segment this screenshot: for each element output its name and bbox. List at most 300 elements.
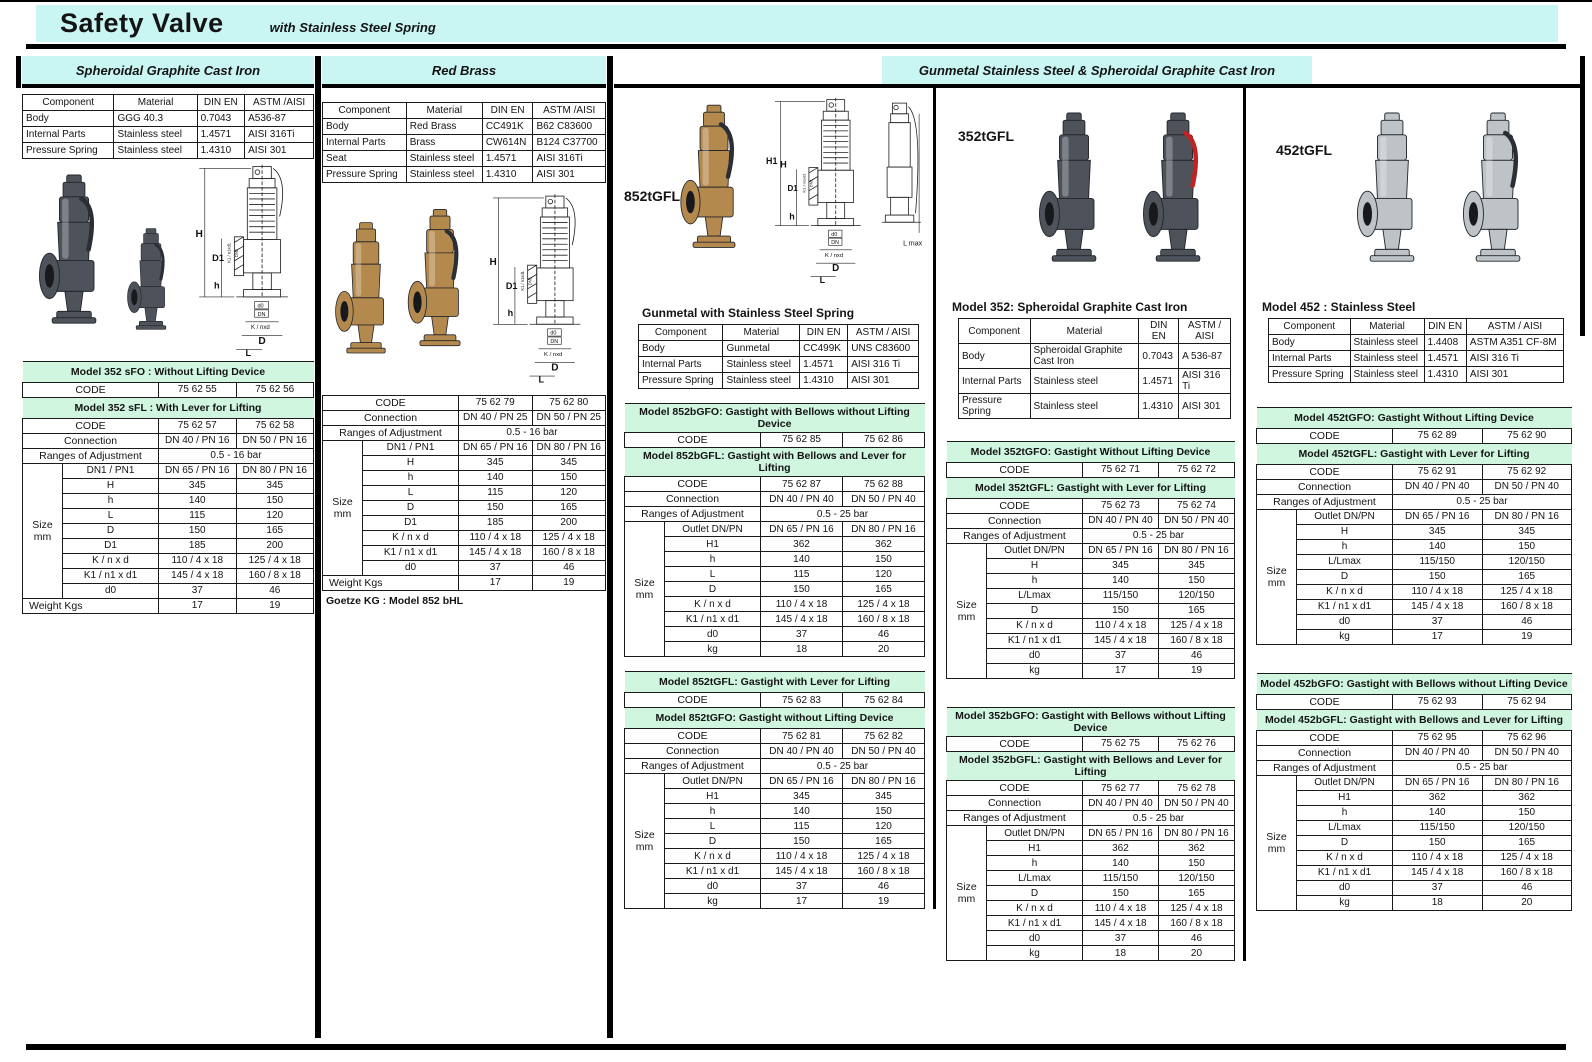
table-cell: Seat xyxy=(323,151,407,167)
table-row xyxy=(625,522,925,537)
value-cell: 160 / 8 x 18 xyxy=(532,546,606,561)
row-label: kg xyxy=(665,642,761,657)
value-cell: DN 80 / PN 16 xyxy=(1482,510,1572,525)
table-cell: Spheroidal Graphite Cast Iron xyxy=(1030,344,1139,369)
value-cell: DN 50 / PN 40 xyxy=(1482,480,1572,495)
table-row xyxy=(23,584,314,599)
table-row xyxy=(1257,836,1572,851)
code-label: CODE xyxy=(625,477,761,492)
code-value: 75 62 85 xyxy=(761,433,843,448)
table-cell: Stainless steel xyxy=(723,357,800,373)
row-label: L/Lmax xyxy=(1297,821,1393,836)
value-cell: DN 50 / PN 40 xyxy=(1159,514,1235,529)
value-cell: 46 xyxy=(1158,931,1234,946)
value-cell: 150 xyxy=(1083,886,1159,901)
value-cell: 37 xyxy=(159,584,237,599)
row-label: Connection xyxy=(1257,746,1393,761)
column-header: DIN EN xyxy=(1139,319,1179,344)
row-label: Connection xyxy=(625,492,761,507)
table-row xyxy=(23,494,314,509)
table-row xyxy=(1257,570,1572,585)
table-cell: Internal Parts xyxy=(23,127,114,143)
table-row xyxy=(1257,746,1572,761)
divider xyxy=(315,56,321,1038)
value-cell: 165 xyxy=(236,524,314,539)
row-label: L xyxy=(363,486,459,501)
code-value: 75 62 96 xyxy=(1482,731,1572,746)
row-label: H1 xyxy=(1297,791,1393,806)
table-cell: AISI 316 Ti xyxy=(1179,369,1231,394)
row-label: H xyxy=(987,559,1083,574)
code-label: CODE xyxy=(947,781,1083,796)
row-label: K1 / n1 x d1 xyxy=(1297,600,1393,615)
value-cell: DN 50 / PN 40 xyxy=(843,492,925,507)
top-border xyxy=(0,0,1592,2)
row-label: d0 xyxy=(1297,881,1393,896)
code-value: 75 62 89 xyxy=(1393,429,1483,444)
row-label: Outlet DN/PN xyxy=(987,826,1083,841)
photo-label-852: 852tGFL xyxy=(624,188,681,204)
table-cell: AISI 301 xyxy=(1466,367,1563,383)
value-cell: 145 / 4 x 18 xyxy=(1393,866,1483,881)
row-label: Ranges of Adjustment xyxy=(625,759,761,774)
table-row xyxy=(323,396,606,411)
column-header: Material xyxy=(1350,319,1424,335)
value-cell: 140 xyxy=(1393,540,1483,555)
model-banner: Model 352bGFO: Gastight with Bellows without Lifting Device xyxy=(947,708,1235,737)
table-row xyxy=(323,151,606,167)
component-table-wrap xyxy=(322,102,606,183)
value-cell: 150 xyxy=(843,552,925,567)
table-row xyxy=(323,167,606,183)
value-cell: 362 xyxy=(1083,841,1159,856)
column-header: Material xyxy=(1030,319,1139,344)
column-header: ASTM / AISI xyxy=(848,325,919,341)
row-label: kg xyxy=(1297,896,1393,911)
size-caption: Size mm xyxy=(323,441,363,576)
spec-table-wrap xyxy=(946,707,1235,961)
dim-h1: H1 xyxy=(766,155,778,166)
value-cell: 140 xyxy=(1083,856,1159,871)
divider xyxy=(22,84,314,88)
dim-dn1: DN1 xyxy=(527,277,533,286)
table-row xyxy=(947,589,1235,604)
value-cell: 46 xyxy=(1482,615,1572,630)
photo-label-452: 452tGFL xyxy=(1276,142,1333,158)
row-label: Weight Kgs xyxy=(323,576,459,591)
value-cell: 200 xyxy=(532,516,606,531)
value-cell: 20 xyxy=(1482,896,1572,911)
dim-knxd: K / nxd xyxy=(251,325,270,332)
code-value: 75 62 57 xyxy=(159,419,237,434)
table-cell: 1.4408 xyxy=(1424,335,1466,351)
dim-knxd: K / nxd xyxy=(825,252,844,259)
table-row xyxy=(23,95,314,111)
row-label: L/Lmax xyxy=(987,871,1083,886)
value-cell: 125 / 4 x 18 xyxy=(843,849,925,864)
value-cell: 110 / 4 x 18 xyxy=(761,849,843,864)
value-cell: DN 80 / PN 16 xyxy=(1159,544,1235,559)
table-cell: Internal Parts xyxy=(639,357,723,373)
figure-cast-iron xyxy=(22,159,314,361)
value-cell: 150 xyxy=(1159,574,1235,589)
value-cell: DN 65 / PN 16 xyxy=(159,464,237,479)
value-cell: 345 xyxy=(843,789,925,804)
row-label: D xyxy=(665,582,761,597)
table-row xyxy=(23,539,314,554)
value-cell: 165 xyxy=(1482,836,1572,851)
section-header-red-brass: Red Brass xyxy=(322,56,606,84)
table-row xyxy=(323,531,606,546)
value-cell: 185 xyxy=(459,516,533,531)
column-header: Material xyxy=(406,103,482,119)
table-cell: AISI 301 xyxy=(533,167,606,183)
value-cell: 345 xyxy=(159,479,237,494)
table-cell: 1.4310 xyxy=(197,143,245,159)
value-cell: 120 xyxy=(843,567,925,582)
column-header: Component xyxy=(323,103,407,119)
row-label: d0 xyxy=(63,584,159,599)
table-row xyxy=(625,729,925,744)
table-row xyxy=(625,612,925,627)
table-cell: Stainless steel xyxy=(1350,335,1424,351)
table-row xyxy=(625,864,925,879)
table-row xyxy=(947,796,1235,811)
value-cell: DN 50 / PN 40 xyxy=(1482,746,1572,761)
value-cell: 125 / 4 x 18 xyxy=(1159,619,1235,634)
value-cell: 362 xyxy=(1393,791,1483,806)
figure-352 xyxy=(946,90,1235,298)
row-label: H1 xyxy=(665,789,761,804)
row-label: h xyxy=(1297,540,1393,555)
table-row xyxy=(23,398,314,419)
divider xyxy=(322,84,606,88)
code-label: CODE xyxy=(1257,465,1393,480)
table-cell: 0.7043 xyxy=(197,111,245,127)
row-label: Ranges of Adjustment xyxy=(947,529,1083,544)
table-row xyxy=(1257,776,1572,791)
table-row xyxy=(625,642,925,657)
value-cell: 17 xyxy=(159,599,237,614)
row-label: K / n x d xyxy=(665,597,761,612)
table-row xyxy=(947,478,1235,499)
value-cell: DN 80 / PN 16 xyxy=(1158,826,1234,841)
dim-h: h xyxy=(214,280,220,291)
row-label: Ranges of Adjustment xyxy=(323,426,459,441)
row-label: D xyxy=(363,501,459,516)
table-row xyxy=(947,664,1235,679)
table-row xyxy=(947,544,1235,559)
table-cell: AISI 301 xyxy=(245,143,314,159)
value-cell: 46 xyxy=(1159,649,1235,664)
table-row xyxy=(1257,465,1572,480)
value-cell: 0.5 - 25 bar xyxy=(1083,811,1235,826)
table-cell: Stainless steel xyxy=(1350,367,1424,383)
code-label: CODE xyxy=(947,499,1083,514)
table-row xyxy=(1257,510,1572,525)
value-cell: 37 xyxy=(1083,649,1159,664)
photo-label-352: 352tGFL xyxy=(958,128,1015,144)
spec-table-wrap xyxy=(1256,673,1572,911)
table-row xyxy=(1269,367,1564,383)
row-label: Connection xyxy=(947,514,1083,529)
table-row xyxy=(23,449,314,464)
row-label: h xyxy=(363,471,459,486)
code-label: CODE xyxy=(23,419,159,434)
row-label: K / n x d xyxy=(987,619,1083,634)
value-cell: 17 xyxy=(459,576,533,591)
spec-table xyxy=(322,395,606,591)
value-cell: DN 65 / PN 16 xyxy=(1083,826,1159,841)
value-cell: 140 xyxy=(1083,574,1159,589)
dim-h-cap: H xyxy=(195,228,203,240)
row-label: K1 / n1 x d1 xyxy=(987,634,1083,649)
value-cell: 115/150 xyxy=(1083,871,1159,886)
value-cell: 165 xyxy=(1158,886,1234,901)
section-header-cast-iron: Spheroidal Graphite Cast Iron xyxy=(22,56,314,84)
table-cell: Stainless steel xyxy=(723,373,800,389)
column-header: Component xyxy=(959,319,1031,344)
spec-table xyxy=(624,403,925,657)
page-subtitle: with Stainless Steel Spring xyxy=(269,20,436,35)
size-caption: Size mm xyxy=(947,544,987,679)
table-row xyxy=(947,752,1235,781)
row-label: kg xyxy=(1297,630,1393,645)
row-label: h xyxy=(987,856,1083,871)
value-cell: 150 xyxy=(1158,856,1234,871)
table-row xyxy=(639,357,919,373)
value-cell: DN 40 / PN 40 xyxy=(1393,480,1483,495)
value-cell: 145 / 4 x 18 xyxy=(159,569,237,584)
value-cell: 46 xyxy=(236,584,314,599)
table-row xyxy=(1257,429,1572,444)
value-cell: 0.5 - 25 bar xyxy=(761,759,925,774)
table-row xyxy=(947,442,1235,463)
row-label: K / n x d xyxy=(665,849,761,864)
table-cell: Stainless steel xyxy=(1350,351,1424,367)
value-cell: 120 xyxy=(532,486,606,501)
value-cell: 160 / 8 x 18 xyxy=(236,569,314,584)
row-label: d0 xyxy=(665,879,761,894)
manufacturer-note: Goetze KG : Model 852 bHL xyxy=(326,595,464,607)
value-cell: 0.5 - 16 bar xyxy=(159,449,314,464)
table-row xyxy=(639,341,919,357)
row-label: K1 / n1 x d1 xyxy=(665,864,761,879)
table-row xyxy=(625,819,925,834)
size-caption: Size mm xyxy=(947,826,987,961)
value-cell: 110 / 4 x 18 xyxy=(1393,851,1483,866)
component-table-wrap xyxy=(1268,318,1564,383)
page-title: Safety Valve xyxy=(60,8,224,38)
value-cell: 165 xyxy=(843,834,925,849)
row-label: D1 xyxy=(63,539,159,554)
valve-drawing-side xyxy=(880,96,928,288)
value-cell: 150 xyxy=(1482,806,1572,821)
value-cell: DN 80 / PN 16 xyxy=(236,464,314,479)
dim-dn: DN xyxy=(831,239,840,246)
value-cell: 165 xyxy=(1482,570,1572,585)
table-row xyxy=(639,325,919,341)
value-cell: DN 50 / PN 25 xyxy=(532,411,606,426)
value-cell: 17 xyxy=(1083,664,1159,679)
table-row xyxy=(625,492,925,507)
value-cell: 362 xyxy=(761,537,843,552)
dim-d0: d0 xyxy=(257,303,264,310)
table-row xyxy=(947,649,1235,664)
table-row xyxy=(625,879,925,894)
table-row xyxy=(625,744,925,759)
column-header: DIN EN xyxy=(1424,319,1466,335)
value-cell: 145 / 4 x 18 xyxy=(761,612,843,627)
table-row xyxy=(625,834,925,849)
value-cell: 115 xyxy=(761,819,843,834)
table-row xyxy=(1257,444,1572,465)
value-cell: 110 / 4 x 18 xyxy=(1083,901,1159,916)
table-cell: Stainless steel xyxy=(406,167,482,183)
size-caption: Size mm xyxy=(23,464,63,599)
column-gunmetal-group xyxy=(614,56,1580,961)
value-cell: 19 xyxy=(1159,664,1235,679)
table-row xyxy=(625,433,925,448)
valve-drawing xyxy=(766,90,884,288)
table-cell: Internal Parts xyxy=(323,135,407,151)
table-cell: 1.4571 xyxy=(197,127,245,143)
valve-photo xyxy=(1342,98,1442,288)
value-cell: 115 xyxy=(761,567,843,582)
row-label: h xyxy=(1297,806,1393,821)
value-cell: 0.5 - 25 bar xyxy=(761,507,925,522)
code-value: 75 62 72 xyxy=(1159,463,1235,478)
table-cell: AISI 301 xyxy=(1179,394,1231,419)
row-label: Connection xyxy=(947,796,1083,811)
code-value: 75 62 93 xyxy=(1393,695,1483,710)
component-table-wrap xyxy=(638,324,919,389)
value-cell: 46 xyxy=(1482,881,1572,896)
divider xyxy=(1580,56,1585,336)
spec-table-wrap xyxy=(624,671,925,909)
value-cell: 140 xyxy=(761,552,843,567)
value-cell: 37 xyxy=(1393,881,1483,896)
column-header: DIN EN xyxy=(800,325,848,341)
table-row xyxy=(1257,525,1572,540)
table-row xyxy=(323,486,606,501)
dim-d: D xyxy=(551,362,559,374)
row-label: L xyxy=(665,567,761,582)
row-label: K / n x d xyxy=(987,901,1083,916)
dim-h: h xyxy=(507,308,514,319)
value-cell: 150 xyxy=(532,471,606,486)
table-cell: 1.4310 xyxy=(800,373,848,389)
table-row xyxy=(1257,408,1572,429)
table-row xyxy=(323,411,606,426)
code-label: CODE xyxy=(23,383,159,398)
row-label: K1 / n1 x d1 xyxy=(63,569,159,584)
table-row xyxy=(1257,600,1572,615)
code-value: 75 62 84 xyxy=(843,693,925,708)
subcolumn-452 xyxy=(1246,88,1580,911)
value-cell: 362 xyxy=(1158,841,1234,856)
table-row xyxy=(639,373,919,389)
table-cell: 1.4310 xyxy=(1424,367,1466,383)
table-row xyxy=(1257,821,1572,836)
code-label: CODE xyxy=(625,693,761,708)
dim-dn: DN xyxy=(550,338,559,345)
table-row xyxy=(323,135,606,151)
table-row xyxy=(947,463,1235,478)
table-row xyxy=(1257,761,1572,776)
value-cell: 140 xyxy=(1393,806,1483,821)
value-cell: 110 / 4 x 18 xyxy=(459,531,533,546)
row-label: K / n x d xyxy=(363,531,459,546)
title-rule xyxy=(26,44,1566,49)
row-label: H xyxy=(63,479,159,494)
table-row xyxy=(947,871,1235,886)
code-value: 75 62 92 xyxy=(1482,465,1572,480)
value-cell: 18 xyxy=(761,642,843,657)
table-row xyxy=(625,759,925,774)
value-cell: DN 40 / PN 40 xyxy=(761,744,843,759)
column-header: ASTM / AISI xyxy=(1466,319,1563,335)
row-label: H1 xyxy=(987,841,1083,856)
row-label: h xyxy=(665,552,761,567)
table-cell: Stainless steel xyxy=(1030,394,1139,419)
table-row xyxy=(1257,881,1572,896)
table-row xyxy=(323,501,606,516)
bottom-border xyxy=(26,1044,1566,1050)
value-cell: 150 xyxy=(761,834,843,849)
spec-table xyxy=(946,707,1235,961)
column-header: Component xyxy=(23,95,114,111)
model-banner: Model 852tGFL: Gastight with Lever for Lifting xyxy=(625,672,925,693)
value-cell: 345 xyxy=(1159,559,1235,574)
dim-d0: d0 xyxy=(831,231,838,238)
code-value: 75 62 88 xyxy=(843,477,925,492)
row-label: L xyxy=(665,819,761,834)
value-cell: 0.5 - 25 bar xyxy=(1083,529,1235,544)
table-row xyxy=(23,111,314,127)
table-cell: B124 C37700 xyxy=(533,135,606,151)
model-banner: Model 852bGFO: Gastight with Bellows without Lifting Device xyxy=(625,404,925,433)
valve-photo xyxy=(1448,98,1548,288)
value-cell: DN 65 / PN 16 xyxy=(1393,776,1483,791)
table-row xyxy=(625,448,925,477)
dim-k1: K1 / n1xd1 xyxy=(520,271,525,291)
row-label: d0 xyxy=(363,561,459,576)
table-cell: AISI 316 Ti xyxy=(1466,351,1563,367)
value-cell: 345 xyxy=(1083,559,1159,574)
value-cell: 115 xyxy=(159,509,237,524)
table-cell: Red Brass xyxy=(406,119,482,135)
model-banner: Model 352bGFL: Gastight with Bellows and Lever for Lifting xyxy=(947,752,1235,781)
table-row xyxy=(947,634,1235,649)
value-cell: 145 / 4 x 18 xyxy=(761,864,843,879)
value-cell: 160 / 8 x 18 xyxy=(1159,634,1235,649)
value-cell: 145 / 4 x 18 xyxy=(459,546,533,561)
table-cell: 1.4571 xyxy=(1139,369,1179,394)
value-cell: DN 50 / PN 16 xyxy=(236,434,314,449)
row-label: Connection xyxy=(1257,480,1393,495)
model-banner: Model 852tGFO: Gastight without Lifting Device xyxy=(625,708,925,729)
value-cell: 125 / 4 x 18 xyxy=(1158,901,1234,916)
dim-k1: K1 / n1xd1 xyxy=(226,242,232,263)
spec-table xyxy=(624,671,925,909)
table-cell: GGG 40.3 xyxy=(114,111,197,127)
value-cell: DN 65 / PN 16 xyxy=(459,441,533,456)
dim-lmax: L max xyxy=(903,239,923,248)
value-cell: 37 xyxy=(1083,931,1159,946)
value-cell: 362 xyxy=(1482,791,1572,806)
row-label: d0 xyxy=(665,627,761,642)
